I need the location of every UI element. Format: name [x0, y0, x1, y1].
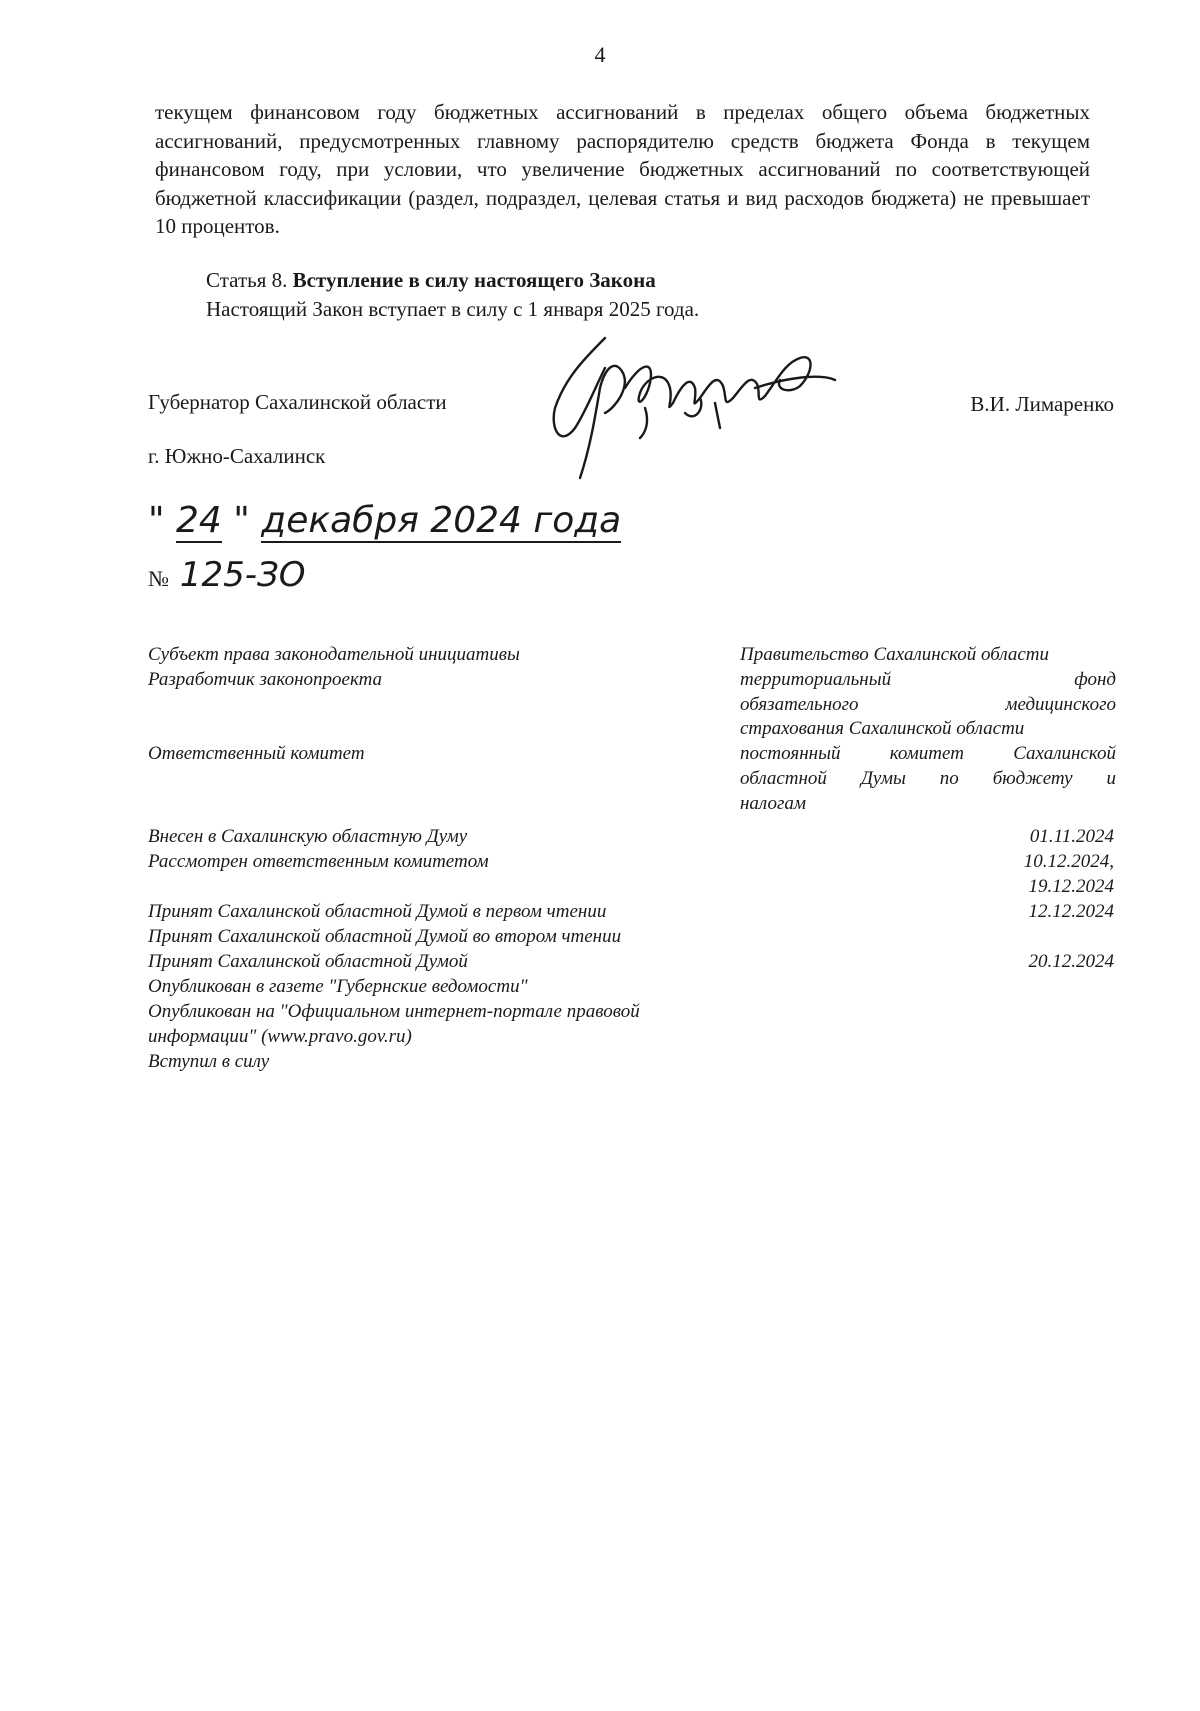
event-label: Принят Сахалинской областной Думой в первом чтении [148, 901, 607, 922]
law-number-value: 125-ЗО [179, 555, 306, 595]
signing-date [148, 500, 621, 541]
event-date: 19.12.2024 [1028, 876, 1114, 897]
initiative-value: Правительство Сахалинской области [740, 644, 1050, 665]
committee-word: бюджету [992, 768, 1073, 789]
committee-word: Думы [860, 768, 906, 789]
committee-label: Ответственный комитет [148, 743, 365, 764]
committee-value-line-3: налогам [740, 793, 806, 814]
developer-word: медицинского [1005, 694, 1116, 715]
date-day: 24 [176, 500, 222, 541]
event-label: Вступил в силу [148, 1051, 270, 1072]
date-close-quote: " [233, 500, 250, 541]
event-date: 01.11.2024 [1029, 826, 1114, 847]
event-label: Принят Сахалинской областной Думой во втором чтении [148, 926, 622, 947]
handwritten-signature [545, 318, 865, 498]
date-open-quote: " [148, 500, 165, 541]
article-heading [206, 268, 656, 293]
developer-label: Разработчик законопроекта [148, 669, 383, 690]
event-label: Опубликован на "Официальном интернет-портале правовой [148, 1001, 640, 1022]
date-month-year: декабря 2024 года [261, 500, 622, 541]
committee-value-line-1 [740, 742, 1116, 767]
page-number: 4 [594, 42, 606, 67]
committee-value-line-2 [740, 767, 1116, 792]
developer-word: обязательного [740, 694, 859, 715]
committee-word: и [1106, 768, 1116, 789]
event-date: 20.12.2024 [1028, 951, 1114, 972]
event-label: Принят Сахалинской областной Думой [148, 951, 468, 972]
developer-value-line-3: страхования Сахалинской области [740, 718, 1025, 739]
committee-word: комитет [889, 743, 964, 764]
developer-word: фонд [1074, 669, 1116, 690]
city: г. Южно-Сахалинск [148, 444, 326, 468]
event-date: 10.12.2024, [1023, 851, 1114, 872]
committee-word: Сахалинской [1013, 743, 1116, 764]
committee-word: по [939, 768, 959, 789]
developer-value-line-1 [740, 668, 1116, 693]
law-number [148, 555, 306, 595]
signatory-position: Губернатор Сахалинской области [148, 390, 447, 414]
event-label: Внесен в Сахалинскую областную Думу [148, 826, 468, 847]
developer-word: территориальный [740, 669, 892, 690]
event-label: Рассмотрен ответственным комитетом [148, 851, 489, 872]
article-number: Статья 8. [206, 268, 288, 292]
article-title: Вступление в силу настоящего Закона [292, 268, 656, 292]
committee-word: областной [740, 768, 827, 789]
body-paragraph: текущем финансовом году бюджетных ассигнований в пределах общего объема бюджетных ассигнований, предусмотренных главному распорядителю средств бюджета Фонда в текущем финансовом году, при условии, что увеличение бюджетных ассигнований по соответствующей бюджетной классификации (раздел, подраздел, целевая статья и вид расходов бюджета) не превышает 10 процентов. [155, 100, 1090, 238]
event-date: 12.12.2024 [1028, 901, 1114, 922]
article-text: Настоящий Закон вступает в силу с 1 января 2025 года. [206, 297, 700, 321]
number-sign: № [148, 566, 169, 591]
initiative-label: Субъект права законодательной инициативы [148, 644, 520, 665]
committee-word: постоянный [740, 743, 841, 764]
event-label: информации" (www.pravo.gov.ru) [148, 1026, 412, 1047]
event-label: Опубликован в газете "Губернские ведомости" [148, 976, 528, 997]
developer-value-line-2 [740, 693, 1116, 718]
signatory-name: В.И. Лимаренко [970, 392, 1114, 416]
